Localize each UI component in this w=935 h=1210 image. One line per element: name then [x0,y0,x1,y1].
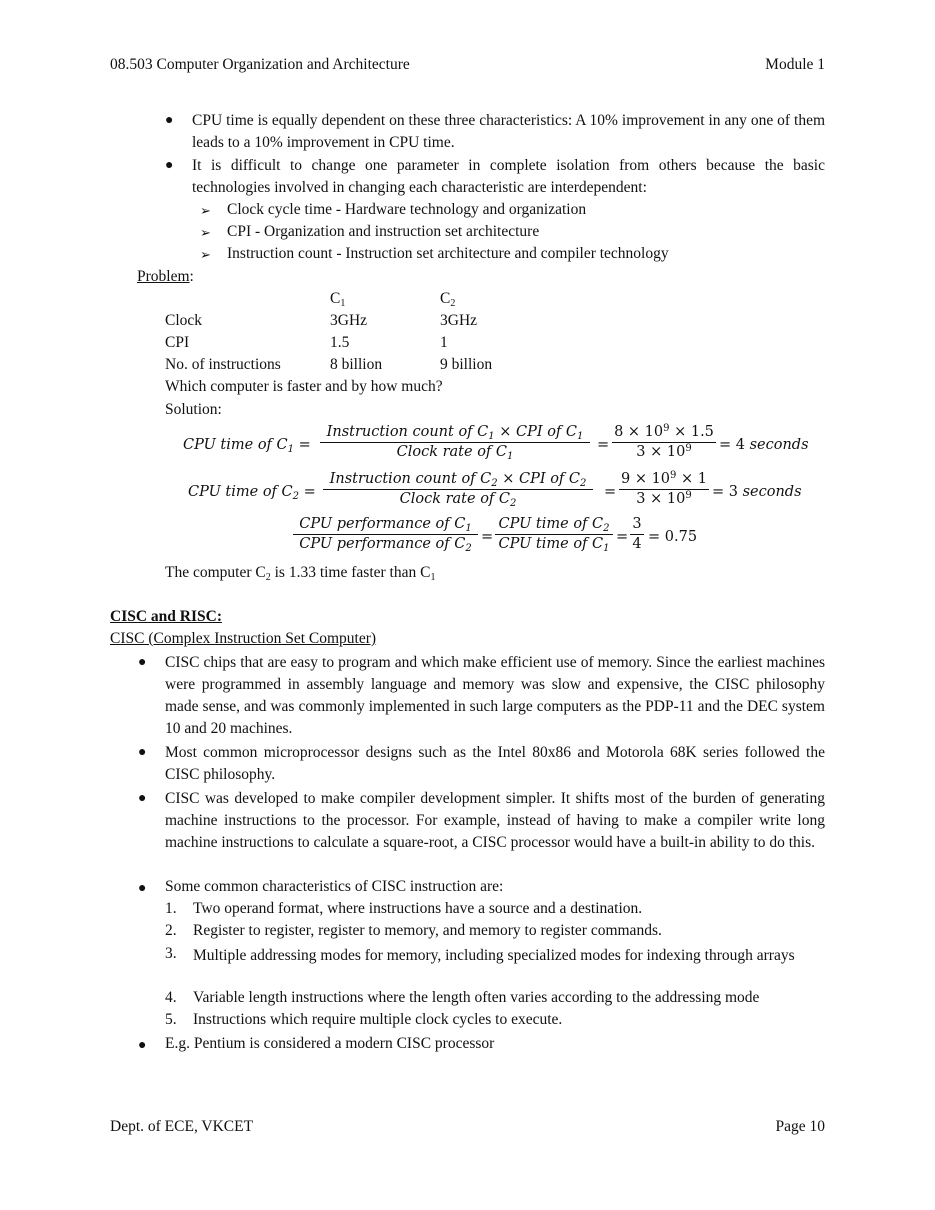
bullet-icon: ● [138,655,147,670]
solution-label: Solution: [165,401,222,418]
bullet-text-interdependent: It is difficult to change one parameter in complete isolation from others because the basic technologies involved in changing each characteristic are interdependent: [192,157,825,196]
footer-page-number: Page 10 [775,1118,825,1135]
arrow-bullet-icon: ➢ [200,225,211,240]
eq3-performance-fraction: CPU performance of $C_1$ CPU performance of $C_2$ [293,516,478,552]
bullet-icon: ● [138,791,147,806]
eq2-lhs: CPU time of $C_2$ = [188,484,316,502]
problem-heading: Problem: [137,268,194,285]
list-number: 4. [165,989,177,1006]
eq2-numeric-fraction: $9 \times 10^9 \times 1$ $3 \times 10^9$ [620,470,707,507]
table-cell: 1.5 [330,334,350,351]
eq1-lhs: CPU time of $C_1$ = [183,437,311,455]
eq1-fraction: Instruction count of $C_1$ × CPI of $C_1$ Clock rate of $C_1$ [320,424,590,460]
list-item: Register to register, register to memory, and memory to register commands. [193,922,662,939]
eq2-rhs: = 3 seconds [712,484,802,500]
sub-item-clock-cycle: Clock cycle time - Hardware technology and organization [227,201,587,218]
solution-conclusion: The computer $C_2$ is 1.33 time faster than $C_1$ [165,564,436,583]
table-cell: 3GHz [330,312,368,329]
subsection-heading-cisc: CISC (Complex Instruction Set Computer) [110,630,377,647]
eq3-time-fraction: CPU time of $C_2$ CPU time of $C_1$ [495,516,613,552]
table-cell: 8 billion [330,356,383,373]
arrow-bullet-icon: ➢ [200,203,211,218]
footer-department: Dept. of ECE, VKCET [110,1118,254,1135]
table-cell: CPI [165,334,190,351]
running-header-module: Module 1 [765,56,825,73]
list-number: 2. [165,922,177,939]
eq3-equals: = [481,529,494,545]
cisc-bullet-text: CISC was developed to make compiler development simpler. It shifts most of the burden of generating machine instructions to the processor. For example, instead of having to make a compiler write long machine instructions to calculate a square-root, a CISC processor would have a built-in ability to do this. [165,790,825,851]
table-cell: 1 [440,334,448,351]
problem-question: Which computer is faster and by how much? [165,378,443,395]
cisc-bullet-text: CISC chips that are easy to program and which make efficient use of memory. Since the earliest machines were programmed in assembly language and memory was slow and expensive, the CISC philosophy made sense, and was commonly implemented in such large computers as the PDP-11 and the DEC system 10 and 20 machines. [165,654,825,737]
bullet-text-cpu-time: CPU time is equally dependent on these three characteristics: A 10% improvement in any one of them leads to a 10% improvement in CPU time. [192,112,825,151]
table-cell: Clock [165,312,203,329]
eq3-ratio-fraction: 3 4 [630,516,644,552]
table-head-c1: $C_1$ [330,290,346,309]
cisc-bullet-text: Most common microprocessor designs such as the Intel 80x86 and Motorola 68K series followed the CISC philosophy. [165,744,825,783]
eq3-rhs: = 0.75 [648,529,698,545]
bullet-icon: ● [138,1038,147,1053]
list-item: Instructions which require multiple clock cycles to execute. [193,1011,563,1028]
bullet-icon: ● [165,158,174,173]
cisc-bullet-text: E.g. Pentium is considered a modern CISC processor [165,1035,495,1052]
eq2-fraction: Instruction count of $C_2$ × CPI of $C_2$ Clock rate of $C_2$ [323,471,593,507]
section-heading-cisc-risc: CISC and RISC: [110,608,222,625]
arrow-bullet-icon: ➢ [200,247,211,262]
sub-item-cpi: CPI - Organization and instruction set architecture [227,223,540,240]
table-cell: No. of instructions [165,356,281,373]
table-cell: 3GHz [440,312,478,329]
list-number: 5. [165,1011,177,1028]
eq3-equals: = [616,529,629,545]
list-item: Multiple addressing modes for memory, including specialized modes for indexing through arrays [193,947,795,964]
eq2-equals: = [604,484,617,500]
list-item: Two operand format, where instructions have a source and a destination. [193,900,643,917]
eq1-equals: = [597,437,610,453]
bullet-icon: ● [138,745,147,760]
table-cell: 9 billion [440,356,493,373]
running-header-title: 08.503 Computer Organization and Architecture [110,56,410,73]
sub-item-instruction-count: Instruction count - Instruction set architecture and compiler technology [227,245,669,262]
list-number: 1. [165,900,177,917]
bullet-icon: ● [138,881,147,896]
bullet-icon: ● [165,113,174,128]
table-head-c2: $C_2$ [440,290,456,309]
list-item: Variable length instructions where the length often varies according to the addressing mode [193,989,760,1006]
eq1-rhs: = 4 seconds [719,437,809,453]
cisc-bullet-text: Some common characteristics of CISC instruction are: [165,878,504,895]
list-number: 3. [165,945,177,962]
eq1-numeric-fraction: $8 \times 10^9 \times 1.5$ $3 \times 10^9$ [612,424,716,460]
